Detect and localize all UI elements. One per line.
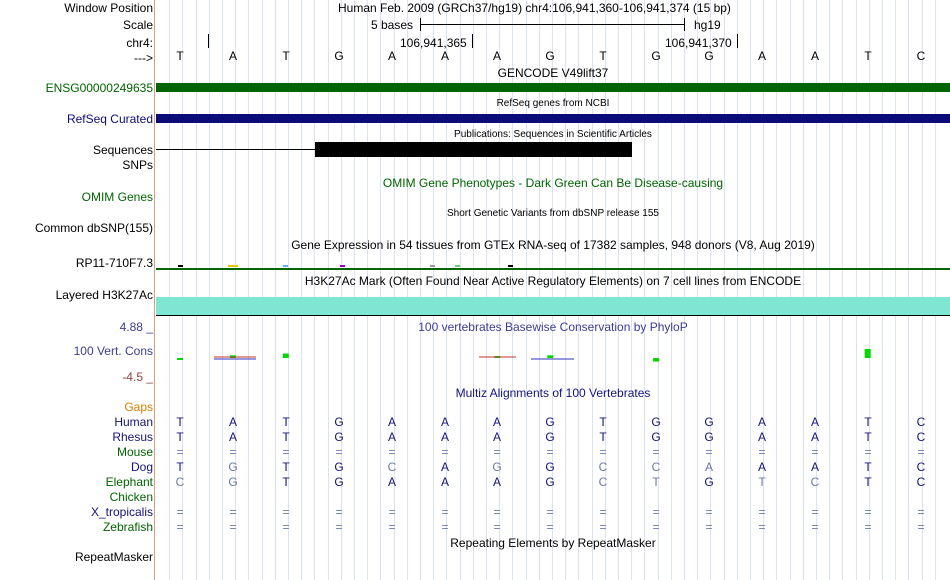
scale-bar	[420, 24, 685, 25]
repeatmasker-track-title: Repeating Elements by RepeatMasker	[450, 536, 656, 550]
alignment-base: =	[176, 520, 184, 534]
h3k27ac-baseline	[156, 315, 950, 316]
alignment-base: T	[282, 415, 290, 429]
h3k27ac-track-title: H3K27Ac Mark (Often Found Near Active Regulatory Elements) on 7 cell lines from ENCODE	[304, 274, 802, 288]
alignment-base: T	[599, 415, 607, 429]
alignment-base: =	[493, 505, 501, 519]
alignment-base: =	[546, 520, 554, 534]
gtex-tissue-bar[interactable]	[508, 265, 513, 267]
alignment-base: A	[440, 430, 449, 444]
species-label[interactable]: Rhesus	[112, 430, 153, 444]
alignment-base: A	[228, 430, 237, 444]
strand-label: --->	[134, 51, 153, 65]
alignment-base: G	[228, 460, 238, 474]
reference-base: T	[599, 49, 607, 63]
alignment-base: A	[704, 460, 713, 474]
alignment-base: =	[493, 445, 501, 459]
alignment-base: A	[440, 460, 449, 474]
phylop-max-label: 4.88 _	[119, 320, 153, 334]
phylop-score-bar[interactable]	[865, 349, 871, 358]
species-label[interactable]: Elephant	[105, 475, 153, 489]
alignment-base: =	[388, 505, 396, 519]
alignment-base: =	[917, 505, 925, 519]
gtex-tissue-bar[interactable]	[430, 265, 435, 267]
alignment-base: =	[599, 505, 607, 519]
gtex-track-title: Gene Expression in 54 tissues from GTEx RNA-seq of 17382 samples, 948 donors (V8, Aug 2019)	[291, 238, 815, 252]
alignment-base: A	[810, 415, 819, 429]
gtex-gene-label[interactable]: RP11-710F7.3	[75, 256, 153, 270]
phylop-track-title: 100 vertebrates Basewise Conservation by PhyloP	[418, 320, 688, 334]
alignment-base: G	[334, 460, 344, 474]
alignment-base: T	[282, 475, 290, 489]
alignment-base: T	[176, 415, 184, 429]
alignment-base: =	[811, 505, 819, 519]
alignment-base: =	[546, 505, 554, 519]
alignment-base: G	[228, 475, 238, 489]
alignment-base: =	[652, 505, 660, 519]
alignment-base: =	[282, 445, 290, 459]
alignment-base: T	[864, 475, 872, 489]
alignment-base: =	[758, 520, 766, 534]
alignment-base: =	[229, 445, 237, 459]
coord-label-2: 106,941,370	[665, 36, 732, 50]
reference-base: A	[757, 49, 766, 63]
alignment-base: =	[493, 520, 501, 534]
alignment-base: A	[810, 430, 819, 444]
alignment-base: C	[916, 430, 926, 444]
alignment-base: T	[599, 430, 607, 444]
alignment-base: =	[229, 520, 237, 534]
alignment-base: A	[492, 475, 501, 489]
reference-base: A	[810, 49, 819, 63]
alignment-base: G	[334, 415, 344, 429]
chrom-label: chr4:	[126, 36, 153, 50]
alignment-base: C	[810, 475, 820, 489]
scale-bar-right-tick	[684, 18, 685, 31]
alignment-base: C	[598, 460, 608, 474]
alignment-base: G	[492, 460, 502, 474]
window-position-value: Human Feb. 2009 (GRCh37/hg19) chr4:106,941,360-106,941,374 (15 bp)	[338, 1, 731, 15]
scale-bar-left-tick	[420, 18, 421, 31]
coord-label-1: 106,941,365	[400, 36, 467, 50]
alignment-base: =	[758, 445, 766, 459]
alignment-base: A	[387, 475, 396, 489]
alignment-base: T	[176, 430, 184, 444]
species-label[interactable]: X_tropicalis	[90, 505, 153, 519]
alignment-base: =	[388, 445, 396, 459]
alignment-base: =	[864, 520, 872, 534]
alignment-base: =	[705, 505, 713, 519]
alignment-base: =	[546, 445, 554, 459]
alignment-base: T	[652, 475, 660, 489]
alignment-base: =	[335, 505, 343, 519]
reference-base: A	[492, 49, 501, 63]
reference-base: A	[440, 49, 449, 63]
alignment-base: =	[176, 505, 184, 519]
window-position-label: Window Position	[64, 1, 153, 15]
omim-label[interactable]: OMIM Genes	[81, 190, 153, 204]
gtex-tissue-bar[interactable]	[340, 265, 345, 267]
alignment-base: G	[651, 430, 661, 444]
alignment-base: A	[440, 415, 449, 429]
species-label[interactable]: Mouse	[116, 445, 153, 459]
gtex-tissue-bar[interactable]	[178, 265, 183, 267]
alignment-base: =	[441, 445, 449, 459]
refseq-track-title: RefSeq genes from NCBI	[496, 98, 610, 109]
omim-track-title: OMIM Gene Phenotypes - Dark Green Can Be Disease-causing	[382, 176, 724, 190]
alignment-base: G	[545, 430, 555, 444]
phylop-label[interactable]: 100 Vert. Cons	[73, 344, 153, 358]
reference-base: T	[864, 49, 872, 63]
alignment-base: =	[599, 445, 607, 459]
alignment-base: =	[758, 505, 766, 519]
alignment-base: =	[599, 520, 607, 534]
phylop-score-bar[interactable]	[177, 358, 183, 360]
alignment-base: =	[705, 520, 713, 534]
repeatmasker-label[interactable]: RepeatMasker	[74, 550, 153, 564]
reference-base: G	[334, 49, 344, 63]
h3k27ac-label[interactable]: Layered H3K27Ac	[55, 288, 153, 302]
alignment-base: =	[811, 520, 819, 534]
alignment-base: G	[545, 475, 555, 489]
phylop-plot[interactable]	[156, 340, 950, 370]
alignment-base: =	[335, 445, 343, 459]
publications-snps-label[interactable]: SNPs	[122, 158, 153, 172]
reference-base: A	[228, 49, 237, 63]
alignment-base: A	[440, 475, 449, 489]
publications-sequences-label[interactable]: Sequences	[92, 143, 153, 157]
alignment-base: C	[598, 475, 608, 489]
alignment-base: A	[757, 430, 766, 444]
coord-tick-2	[737, 34, 738, 48]
scale-label: Scale	[122, 18, 153, 32]
species-label[interactable]: Human	[114, 415, 153, 429]
alignment-base: =	[705, 445, 713, 459]
species-label[interactable]: Chicken	[109, 490, 153, 504]
alignment-base: =	[864, 445, 872, 459]
alignment-base: T	[282, 430, 290, 444]
species-label[interactable]: Dog	[130, 460, 153, 474]
gtex-gene-line	[156, 268, 950, 270]
alignment-base: T	[864, 415, 872, 429]
phylop-min-label: -4.5 _	[122, 370, 153, 384]
alignment-base: =	[652, 445, 660, 459]
alignment-base: T	[864, 460, 872, 474]
scale-text: 5 bases	[371, 18, 414, 32]
gtex-tissue-bar[interactable]	[455, 265, 460, 267]
alignment-base: C	[916, 415, 926, 429]
alignment-base: A	[810, 460, 819, 474]
scale-assembly: hg19	[694, 18, 721, 32]
alignment-base: C	[175, 475, 185, 489]
publication-sequence-block[interactable]	[315, 142, 632, 157]
alignment-base: A	[757, 460, 766, 474]
alignment-base: =	[388, 520, 396, 534]
alignment-base: =	[652, 520, 660, 534]
alignment-base: A	[228, 415, 237, 429]
alignment-base: =	[176, 445, 184, 459]
alignment-base: =	[917, 520, 925, 534]
reference-base: G	[704, 49, 714, 63]
alignment-base: C	[916, 460, 926, 474]
species-label[interactable]: Zebrafish	[102, 520, 153, 534]
publication-sequence-line[interactable]	[156, 149, 316, 150]
alignment-base: =	[282, 505, 290, 519]
reference-base: T	[176, 49, 184, 63]
alignment-base: A	[387, 430, 396, 444]
alignment-base: =	[229, 505, 237, 519]
alignment-base: =	[917, 445, 925, 459]
multiz-track-title: Multiz Alignments of 100 Vertebrates	[455, 386, 651, 400]
alignment-base: G	[704, 430, 714, 444]
phylop-score-bar[interactable]	[547, 355, 553, 358]
alignment-base: G	[334, 430, 344, 444]
dbsnp-track-title: Short Genetic Variants from dbSNP release 155	[447, 208, 659, 219]
publications-track-title: Publications: Sequences in Scientific Articles	[454, 129, 652, 140]
alignment-base: T	[282, 460, 290, 474]
gtex-tissue-bar[interactable]	[283, 265, 288, 267]
alignment-base: A	[757, 415, 766, 429]
alignment-base: G	[704, 475, 714, 489]
multiz-gaps-label[interactable]: Gaps	[124, 400, 153, 414]
reference-base: G	[651, 49, 661, 63]
alignment-base: T	[864, 430, 872, 444]
alignment-base: A	[492, 415, 501, 429]
alignment-base: C	[651, 460, 661, 474]
label-column-divider	[154, 0, 155, 580]
refseq-gene-feature[interactable]	[156, 114, 950, 123]
gencode-gene-label[interactable]: ENSG00000249635	[45, 81, 153, 95]
reference-base: T	[282, 49, 290, 63]
alignment-base: =	[811, 445, 819, 459]
alignment-base: T	[758, 475, 766, 489]
gencode-gene-feature[interactable]	[156, 83, 950, 92]
h3k27ac-signal[interactable]	[156, 297, 950, 315]
phylop-score-bar[interactable]	[653, 358, 659, 362]
alignment-base: G	[545, 415, 555, 429]
reference-base: G	[545, 49, 555, 63]
alignment-base: A	[492, 430, 501, 444]
alignment-base: T	[176, 460, 184, 474]
alignment-base: G	[704, 415, 714, 429]
alignment-base: =	[441, 505, 449, 519]
coord-tick-1	[472, 34, 473, 48]
alignment-base: =	[335, 520, 343, 534]
alignment-base: C	[916, 475, 926, 489]
coord-tick-0	[208, 34, 209, 48]
gtex-tissue-bar[interactable]	[233, 265, 238, 267]
alignment-base: G	[651, 415, 661, 429]
alignment-base: =	[864, 505, 872, 519]
phylop-score-bar[interactable]	[283, 354, 289, 359]
alignment-base: G	[334, 475, 344, 489]
alignment-base: =	[441, 520, 449, 534]
alignment-base: C	[387, 460, 397, 474]
reference-base: A	[387, 49, 396, 63]
refseq-label[interactable]: RefSeq Curated	[66, 112, 153, 126]
alignment-base: =	[282, 520, 290, 534]
gencode-track-title: GENCODE V49lift37	[497, 66, 609, 80]
alignment-base: G	[545, 460, 555, 474]
dbsnp-label[interactable]: Common dbSNP(155)	[34, 221, 153, 235]
reference-base: C	[916, 49, 926, 63]
alignment-base: A	[387, 415, 396, 429]
